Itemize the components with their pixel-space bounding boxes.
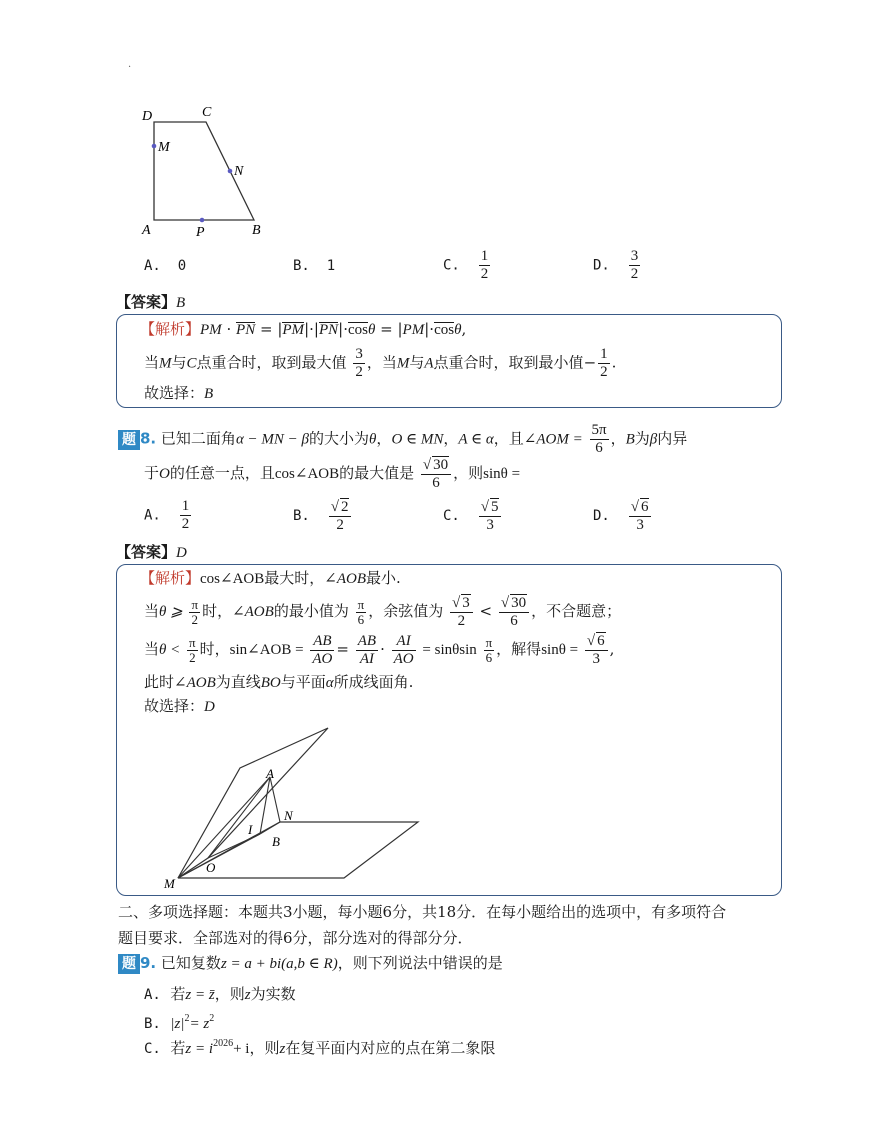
label-N: N — [284, 808, 293, 823]
section2-line2: 题目要求．全部选对的得6分，部分选对的得部分分． — [118, 929, 473, 947]
label-D: D — [142, 109, 153, 124]
section2-line1: 二、多项选择题：本题共3小题，每小题6分，共18分．在每小题给出的选项中，有多项符合 — [118, 903, 727, 921]
point-N — [228, 169, 233, 174]
label-M: M — [164, 876, 175, 891]
q9-option-a: A. 若z = z̄，则z为实数 — [144, 985, 296, 1003]
q8-stem-line2: 于O的任意一点，且cos∠AOB的最大值是 $\frac{√ 30}{6}$ ，则sinθ = — [144, 457, 521, 491]
q9-option-c: C. 若$z = i^{2026}+ i$，则z在复平面内对应的点在第二象限 — [144, 1038, 496, 1057]
q8-analysis-line2: 当θ ⩾ $\frac{\pi}{2}$ 时，∠AOB的最小值为 $\frac{\pi}{6}$ ，余弦值为 $\frac{√ 3}{2}$ < $\frac{√ 30}{6}$ ，不合题意； — [144, 595, 622, 629]
q8-option-b: B. $\frac{√ 2}{2}$ — [293, 498, 353, 534]
label-C: C — [202, 105, 212, 120]
plane-beta — [178, 728, 328, 878]
q8-option-a: A. $\frac{1}{2}$ — [144, 498, 190, 532]
q8-stem-line1: 题 8. 已知二面角α − MN − β的大小为θ，O ∈ MN，A ∈ α，且∠AOM = $\frac{5\pi}{6}$ ，B为β内异 — [118, 422, 687, 457]
q9-stem: 题 9. 已知复数z = a + bi(a,b ∈ R)，则下列说法中错误的是 — [118, 953, 503, 974]
label-A: A — [266, 766, 274, 781]
q8-option-d: D. $\frac{√ 6}{3}$ — [593, 498, 653, 534]
label-I: I — [248, 822, 253, 837]
q7-analysis-line1: 【解析】PM · PN = |PM|·|PN|·cosθ = |PM|·cosθ, — [140, 320, 467, 338]
q8-analysis-line4: 此时∠AOB为直线BO与平面α所成线面角. — [144, 673, 414, 691]
label-A: A — [142, 223, 151, 238]
label-O: O — [206, 860, 216, 875]
q9-option-b: B. $|z|^2= z^2$ — [144, 1013, 215, 1032]
label-B: B — [272, 834, 280, 849]
label-P: P — [196, 225, 205, 240]
q8-option-c: C. $\frac{√ 5}{3}$ — [443, 498, 503, 534]
q7-option-d: D. $\frac{3}{2}$ — [593, 248, 639, 282]
q7-analysis-line2: 当M与C点重合时，取到最大值 $\frac{3}{2}$ ，当M与A点重合时，取到最小值− $\frac{1}{2}$ . — [144, 346, 617, 380]
point-P — [200, 218, 205, 223]
q7-conclusion: 故选择：B — [144, 384, 214, 402]
q8-conclusion: 故选择：D — [144, 697, 215, 715]
page-mark: · — [128, 62, 132, 73]
trapezoid-figure — [130, 100, 280, 242]
label-B: B — [252, 223, 261, 238]
label-M: M — [158, 140, 170, 155]
q7-option-b: B. 1 — [293, 258, 336, 274]
q7-option-c: C. $\frac{1}{2}$ — [443, 248, 489, 282]
q8-analysis-line3: 当θ < $\frac{\pi}{2}$ 时，sin∠AOB = $\frac{AB}{AO}$ = $\frac{AB}{AI}$ · $\frac{AI}{AO}$ = sinθsin $\frac{\pi}{6}$ ，解得sinθ = $\frac{√ 6}{3}$ , — [144, 632, 615, 667]
dihedral-figure — [160, 722, 430, 894]
q8-answer: 【答案】D — [116, 543, 187, 561]
q7-option-a: A. 0 — [144, 258, 187, 274]
q8-analysis-line1: 【解析】cos∠AOB最大时，∠AOB最小. — [140, 569, 401, 587]
q7-answer: 【答案】B — [116, 293, 186, 311]
point-M — [152, 144, 157, 149]
label-N: N — [234, 164, 244, 179]
